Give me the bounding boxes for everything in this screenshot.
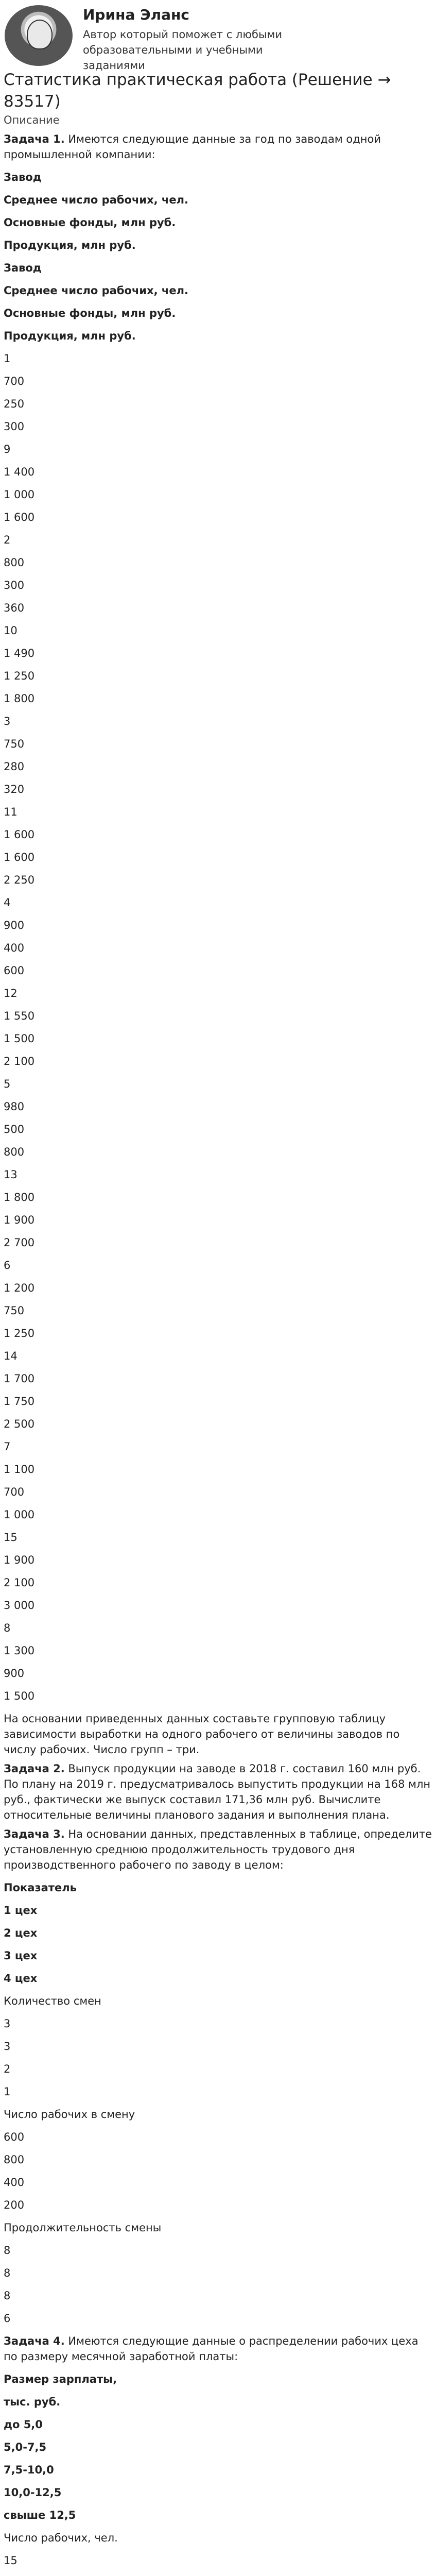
text-line xyxy=(4,778,432,801)
text-line xyxy=(4,347,432,370)
page-title: Статистика практическая работа (Решение → 83517) xyxy=(4,71,391,111)
content-text: до 5,0 xyxy=(4,2418,43,2431)
text-line xyxy=(4,1711,432,1757)
task-label: Задача 3. xyxy=(4,1828,65,1840)
content-text: 2 цех xyxy=(4,1927,38,1939)
task-label: Задача 1. xyxy=(4,133,65,145)
content-text: 7,5-10,0 xyxy=(4,2464,54,2476)
content-text: 700 xyxy=(4,1486,25,1498)
content-text: Размер зарплаты, xyxy=(4,2373,117,2385)
text-line xyxy=(4,1095,432,1118)
text-line xyxy=(4,2148,432,2171)
content-text: 400 xyxy=(4,2176,25,2189)
text-line xyxy=(4,755,432,778)
content-text: 6 xyxy=(4,1259,11,1272)
bold-text-line xyxy=(4,2368,432,2391)
content-text: Показатель xyxy=(4,1882,77,1894)
text-line xyxy=(4,1685,432,1707)
content-text: Завод xyxy=(4,171,42,183)
text-line xyxy=(4,1027,432,1050)
text-line xyxy=(4,2284,432,2307)
content-text: 1 900 xyxy=(4,1554,35,1566)
content-text: 1 800 xyxy=(4,692,35,705)
text-line xyxy=(4,2262,432,2284)
content-text: 3 xyxy=(4,2040,11,2053)
content-text: 5 xyxy=(4,1078,11,1090)
text-line xyxy=(4,415,432,438)
content-text: 7 xyxy=(4,1440,11,1453)
text-line xyxy=(4,506,432,529)
content-text: 1 000 xyxy=(4,1509,35,1521)
content-text: 1 500 xyxy=(4,1032,35,1045)
text-line xyxy=(4,2058,432,2080)
content-text: 200 xyxy=(4,2199,25,2211)
bold-text-line xyxy=(4,1967,432,1990)
content-text: 15 xyxy=(4,2554,18,2567)
text-line xyxy=(4,1458,432,1481)
content-text: 4 xyxy=(4,896,11,909)
content-text: Выпуск продукции на заводе в 2018 г. составил 160 млн руб. По плану на 2019 г. предусматривалось выпустить продукции на 168 млн руб., фактически же выпуск составил 171,36 млн руб. Вычислите относительные величины планового задания и выполнения плана. xyxy=(4,1762,431,1821)
content-text: Продолжительность смены xyxy=(4,2222,162,2234)
content-text: 1 xyxy=(4,352,11,365)
content-text: 9 xyxy=(4,443,11,455)
text-line xyxy=(4,2194,432,2216)
bold-text-line xyxy=(4,2413,432,2436)
content-text: Среднее число рабочих, чел. xyxy=(4,194,188,206)
author-name[interactable]: Ирина Эланс xyxy=(83,6,189,23)
content-text: 2 xyxy=(4,2063,11,2075)
task-label: Задача 4. xyxy=(4,2335,65,2347)
bold-text-line xyxy=(4,2504,432,2527)
content-text: 900 xyxy=(4,919,25,931)
content-text: 1 100 xyxy=(4,1463,35,1476)
text-line xyxy=(4,2527,432,2549)
text-line xyxy=(4,1118,432,1141)
content-text: 1 цех xyxy=(4,1904,38,1917)
content-text: 600 xyxy=(4,964,25,977)
content-text: 3 xyxy=(4,2018,11,2030)
text-line xyxy=(4,2080,432,2103)
task-paragraph xyxy=(4,1826,432,1873)
text-line xyxy=(4,891,432,914)
content-text: 400 xyxy=(4,942,25,954)
text-line xyxy=(4,1254,432,1277)
bold-text-line xyxy=(4,1899,432,1922)
content-text: 1 800 xyxy=(4,1191,35,1204)
content-text: 2 500 xyxy=(4,1418,35,1430)
content-text: 800 xyxy=(4,2154,25,2166)
content-text: 900 xyxy=(4,1667,25,1680)
content-text: 3 000 xyxy=(4,1599,35,1612)
content-text: Продукция, млн руб. xyxy=(4,239,136,251)
bold-text-line xyxy=(4,211,432,234)
bold-text-line xyxy=(4,166,432,189)
content-text: 980 xyxy=(4,1100,25,1113)
bold-text-line xyxy=(4,279,432,302)
content-text: 6 xyxy=(4,2312,11,2325)
text-line xyxy=(4,982,432,1005)
bold-text-line xyxy=(4,1944,432,1967)
content-text: Завод xyxy=(4,262,42,274)
text-line xyxy=(4,438,432,461)
bold-text-line xyxy=(4,189,432,211)
text-line xyxy=(4,483,432,506)
text-line xyxy=(4,1073,432,1095)
text-line xyxy=(4,1209,432,1231)
content-text: Число рабочих, чел. xyxy=(4,2532,118,2544)
text-line xyxy=(4,846,432,869)
content-text: 2 250 xyxy=(4,874,35,886)
text-line xyxy=(4,1322,432,1345)
text-line xyxy=(4,642,432,665)
text-line xyxy=(4,869,432,891)
content-text: 1 400 xyxy=(4,466,35,478)
bold-text-line xyxy=(4,302,432,325)
content-text: 1 600 xyxy=(4,511,35,523)
bold-text-line xyxy=(4,2459,432,2481)
text-line xyxy=(4,1990,432,2012)
text-line xyxy=(4,801,432,823)
content-text: 1 550 xyxy=(4,1010,35,1022)
text-line xyxy=(4,1345,432,1367)
content-text: 360 xyxy=(4,602,25,614)
text-line xyxy=(4,710,432,733)
content-text: 1 250 xyxy=(4,670,35,682)
text-line xyxy=(4,1231,432,1254)
content-text: 1 490 xyxy=(4,647,35,659)
bold-text-line xyxy=(4,1876,432,1899)
content-text: 8 xyxy=(4,2290,11,2302)
author-description: Автор который поможет с любыми образовательными и учебными заданиями xyxy=(83,28,283,72)
bold-text-line xyxy=(4,2391,432,2413)
text-line xyxy=(4,687,432,710)
bold-text-line xyxy=(4,2436,432,2459)
content-text: 2 xyxy=(4,534,11,546)
task-paragraph xyxy=(4,2333,432,2364)
text-line xyxy=(4,1141,432,1163)
description-label: Описание xyxy=(4,114,60,126)
content-text: 1 250 xyxy=(4,1327,35,1340)
text-line xyxy=(4,2012,432,2035)
content-text: Количество смен xyxy=(4,1995,101,2007)
content-text: 300 xyxy=(4,420,25,433)
content-text: 800 xyxy=(4,556,25,569)
text-line xyxy=(4,551,432,574)
content-text: Число рабочих в смену xyxy=(4,2108,135,2121)
bold-text-line xyxy=(4,2481,432,2504)
content-text: 10 xyxy=(4,624,18,637)
text-line xyxy=(4,2035,432,2058)
bold-text-line xyxy=(4,325,432,347)
bold-text-line xyxy=(4,1922,432,1944)
content-text: 8 xyxy=(4,2244,11,2257)
content-text: 1 600 xyxy=(4,851,35,863)
content-text: Имеются следующие данные за год по заводам одной промышленной компании: xyxy=(4,133,381,161)
text-line xyxy=(4,2239,432,2262)
content-text: На основании данных, представленных в таблице, определите установленную среднюю продолжительность трудового дня производственного рабочего по заводу в целом: xyxy=(4,1828,432,1871)
text-line xyxy=(4,2549,432,2572)
text-line xyxy=(4,1277,432,1299)
content-text: 1 500 xyxy=(4,1690,35,1702)
content-text: 1 700 xyxy=(4,1372,35,1385)
content-text: 280 xyxy=(4,760,25,773)
content-text: 300 xyxy=(4,579,25,591)
content-text: Среднее число рабочих, чел. xyxy=(4,284,188,297)
text-line xyxy=(4,1662,432,1685)
text-line xyxy=(4,914,432,937)
content-text: 750 xyxy=(4,738,25,750)
content-text: Основные фонды, млн руб. xyxy=(4,307,176,319)
content-text: 2 100 xyxy=(4,1577,35,1589)
text-line xyxy=(4,1549,432,1571)
content-text: 2 700 xyxy=(4,1236,35,1249)
text-line xyxy=(4,529,432,551)
content-text: 700 xyxy=(4,375,25,387)
content-text: 1 xyxy=(4,2086,11,2098)
content-text: 600 xyxy=(4,2131,25,2143)
text-line xyxy=(4,1571,432,1594)
content-text: Имеются следующие данные о распределении рабочих цеха по размеру месячной заработной платы: xyxy=(4,2335,418,2363)
text-line xyxy=(4,597,432,619)
text-line xyxy=(4,574,432,597)
content-text: 10,0-12,5 xyxy=(4,2486,62,2499)
text-line xyxy=(4,1526,432,1549)
text-line xyxy=(4,461,432,483)
text-line xyxy=(4,2126,432,2148)
text-line xyxy=(4,2307,432,2330)
content-text: 500 xyxy=(4,1123,25,1136)
text-line xyxy=(4,823,432,846)
text-line xyxy=(4,1594,432,1617)
content-text: 1 750 xyxy=(4,1395,35,1408)
content-text: Продукция, млн руб. xyxy=(4,330,136,342)
text-line xyxy=(4,1050,432,1073)
text-line xyxy=(4,1435,432,1458)
author-card[interactable] xyxy=(4,0,432,72)
content-text: Основные фонды, млн руб. xyxy=(4,216,176,229)
text-line xyxy=(4,370,432,393)
text-line xyxy=(4,2572,432,2576)
content-text: 8 xyxy=(4,1622,11,1634)
text-line xyxy=(4,1503,432,1526)
content-text: На основании приведенных данных составьте групповую таблицу зависимости выработки на одного рабочего от величины заводов по числу рабочих. Число групп – три. xyxy=(4,1713,400,1756)
bold-text-line xyxy=(4,234,432,257)
text-line xyxy=(4,1390,432,1413)
text-line xyxy=(4,2171,432,2194)
task-paragraph xyxy=(4,131,432,162)
content-text: 3 xyxy=(4,715,11,727)
author-info xyxy=(83,5,284,73)
text-line xyxy=(4,1413,432,1435)
content-text: 800 xyxy=(4,1146,25,1158)
content-text: 3 цех xyxy=(4,1950,38,1962)
task-paragraph xyxy=(4,1761,432,1823)
text-line xyxy=(4,937,432,959)
text-line xyxy=(4,2103,432,2126)
content-text: 1 600 xyxy=(4,828,35,841)
content-text: 5,0-7,5 xyxy=(4,2441,47,2453)
text-line xyxy=(4,1367,432,1390)
content-text: 1 300 xyxy=(4,1645,35,1657)
content-text: 1 000 xyxy=(4,488,35,501)
content-text: 2 100 xyxy=(4,1055,35,1067)
author-avatar[interactable] xyxy=(5,5,73,66)
description-content xyxy=(4,131,432,2576)
content-text: 12 xyxy=(4,987,18,999)
text-line xyxy=(4,733,432,755)
content-text: 11 xyxy=(4,806,18,818)
content-text: 250 xyxy=(4,398,25,410)
content-text: 1 900 xyxy=(4,1214,35,1226)
text-line xyxy=(4,665,432,687)
text-line xyxy=(4,1299,432,1322)
task-label: Задача 2. xyxy=(4,1762,65,1775)
text-line xyxy=(4,2216,432,2239)
content-text: 1 200 xyxy=(4,1282,35,1294)
text-line xyxy=(4,1617,432,1639)
text-line xyxy=(4,1481,432,1503)
content-text: тыс. руб. xyxy=(4,2396,61,2408)
text-line xyxy=(4,1163,432,1186)
content-text: свыше 12,5 xyxy=(4,2509,76,2521)
text-line xyxy=(4,1186,432,1209)
text-line xyxy=(4,1005,432,1027)
content-text: 320 xyxy=(4,783,25,795)
text-line xyxy=(4,393,432,415)
content-text: 15 xyxy=(4,1531,18,1544)
content-text: 4 цех xyxy=(4,1972,38,1985)
text-line xyxy=(4,619,432,642)
content-text: 13 xyxy=(4,1168,18,1181)
text-line xyxy=(4,959,432,982)
content-text: 8 xyxy=(4,2267,11,2279)
bold-text-line xyxy=(4,257,432,279)
content-text: 14 xyxy=(4,1350,18,1362)
content-text: 750 xyxy=(4,1304,25,1317)
text-line xyxy=(4,1639,432,1662)
